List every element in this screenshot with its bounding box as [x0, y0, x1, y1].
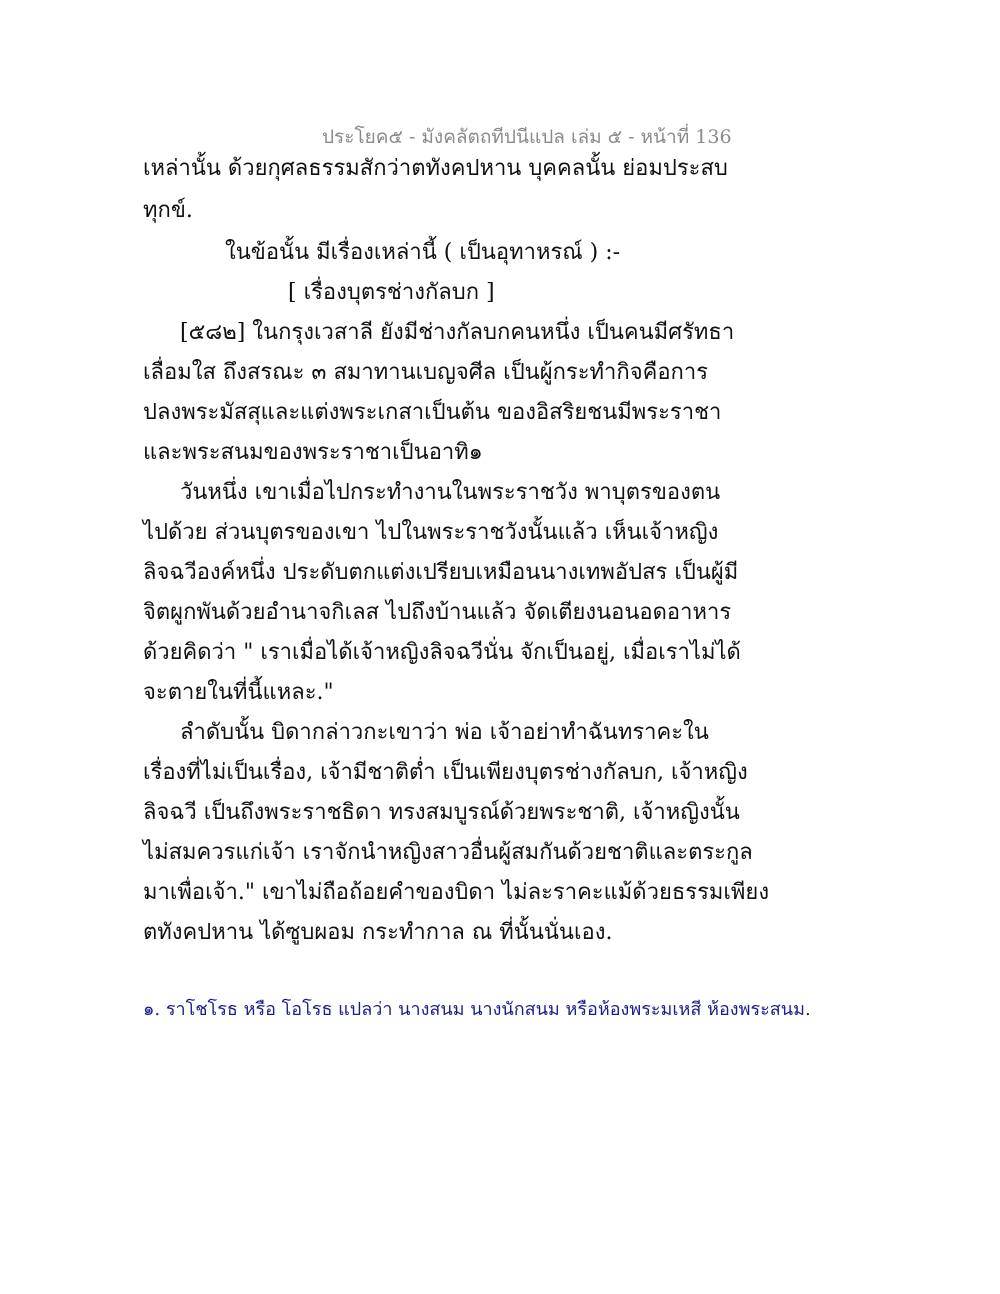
body-line: ทุกข์.: [143, 198, 193, 223]
body-line: [๕๘๒] ในกรุงเวสาลี ยังมีช่างกัลบกคนหนึ่ง เป็นคนมีศรัทธา: [180, 320, 735, 345]
body-line: เลื่อมใส ถึงสรณะ ๓ สมาทานเบญจศีล เป็นผู้กระทำกิจคือการ: [143, 360, 709, 385]
body-line: ลิจฉวีองค์หนึ่ง ประดับตกแต่งเปรียบเหมือนนางเทพอัปสร เป็นผู้มี: [143, 560, 739, 585]
body-line: และพระสนมของพระราชาเป็นอาทิ๑: [143, 440, 483, 465]
body-line: ไม่สมควรแก่เจ้า เราจักนำหญิงสาวอื่นผู้สมกันด้วยชาติและตระกูล: [143, 840, 753, 865]
section-heading: [ เรื่องบุตรช่างกัลบก ]: [288, 280, 495, 305]
body-line: ตทังคปหาน ได้ซูบผอม กระทำกาล ณ ที่นั้นนั่นเอง.: [143, 920, 613, 945]
body-line: เหล่านั้น ด้วยกุศลธรรมสักว่าตทังคปหาน บุคคลนั้น ย่อมประสบ: [143, 156, 728, 181]
body-line: เรื่องที่ไม่เป็นเรื่อง, เจ้ามีชาติต่ำ เป็นเพียงบุตรช่างกัลบก, เจ้าหญิง: [143, 760, 748, 785]
body-line: ปลงพระมัสสุและแต่งพระเกสาเป็นต้น ของอิสริยชนมีพระราชา: [143, 400, 722, 425]
body-line: ลำดับนั้น บิดากล่าวกะเขาว่า พ่อ เจ้าอย่าทำฉันทราคะใน: [180, 720, 709, 745]
footnote: ๑. ราโชโรธ หรือ โอโรธ แปลว่า นางสนม นางนักสนม หรือห้องพระมเหสี ห้องพระสนม.: [143, 999, 811, 1020]
body-line: ลิจฉวี เป็นถึงพระราชธิดา ทรงสมบูรณ์ด้วยพระชาติ, เจ้าหญิงนั้น: [143, 800, 740, 825]
body-line: มาเพื่อเจ้า." เขาไม่ถือถ้อยคำของบิดา ไม่ละราคะแม้ด้วยธรรมเพียง: [143, 880, 770, 905]
body-line: จิตผูกพันด้วยอำนาจกิเลส ไปถึงบ้านแล้ว จัดเตียงนอนอดอาหาร: [143, 600, 732, 625]
body-line: จะตายในที่นี้แหละ.": [143, 680, 334, 705]
body-line: ไปด้วย ส่วนบุตรของเขา ไปในพระราชวังนั้นแล้ว เห็นเจ้าหญิง: [143, 520, 719, 545]
body-line: ด้วยคิดว่า " เราเมื่อได้เจ้าหญิงลิจฉวีนั่น จักเป็นอยู่, เมื่อเราไม่ได้: [143, 640, 741, 665]
body-line: วันหนึ่ง เขาเมื่อไปกระทำงานในพระราชวัง พาบุตรของตน: [180, 480, 721, 505]
page-header: ประโยค๕ - มังคลัตถทีปนีแปล เล่ม ๕ - หน้าที่ 136: [322, 126, 732, 148]
body-line: ในข้อนั้น มีเรื่องเหล่านี้ ( เป็นอุทาหรณ์ ) :-: [225, 240, 621, 265]
